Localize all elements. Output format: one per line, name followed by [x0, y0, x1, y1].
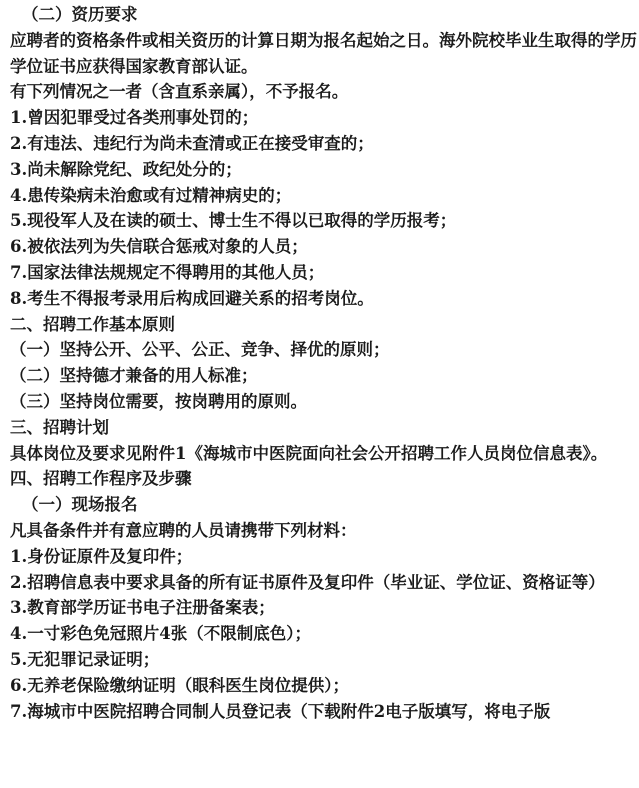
material-item: 7.海城市中医院招聘合同制人员登记表（下载附件2电子版填写，将电子版: [10, 701, 551, 721]
paragraph-qualification-date: 应聘者的资格条件或相关资历的计算日期为报名起始之日。海外院校毕业生取得的学历学位证书应获得国家教育部认证。: [10, 30, 637, 76]
section-heading-plan: 三、招聘计划: [10, 417, 109, 437]
material-item: 5.无犯罪记录证明；: [10, 649, 160, 669]
list-item: 2.有违法、违纪行为尚未查清或正在接受审查的；: [10, 133, 374, 153]
section-heading-principles: 二、招聘工作基本原则: [10, 314, 175, 334]
principle-item: （三）坚持岗位需要，按岗聘用的原则。: [10, 391, 307, 411]
list-item: 5.现役军人及在读的硕士、博士生不得以已取得的学历报考；: [10, 211, 457, 231]
section-heading-qualifications: （二）资历要求: [22, 5, 138, 24]
material-item: 2.招聘信息表中要求具备的所有证书原件及复印件（毕业证、学位证、资格证等）: [10, 572, 605, 592]
paragraph-plan-details: 具体岗位及要求见附件1《海城市中医院面向社会公开招聘工作人员岗位信息表》。: [10, 443, 608, 463]
paragraph-materials-intro: 凡具备条件并有意应聘的人员请携带下列材料：: [10, 520, 357, 540]
document-body: [10, 2, 638, 724]
material-item: 4.一寸彩色免冠照片4张（不限制底色）；: [10, 624, 311, 644]
list-item: 1.曾因犯罪受过各类刑事处罚的；: [10, 108, 259, 128]
list-item: 6.被依法列为失信联合惩戒对象的人员；: [10, 237, 308, 257]
list-item: 4.患传染病未治愈或有过精神病史的；: [10, 185, 292, 205]
list-item: 3.尚未解除党纪、政纪处分的；: [10, 159, 242, 179]
list-item: 8.考生不得报考录用后构成回避关系的招考岗位。: [10, 288, 374, 308]
list-item: 7.国家法律法规规定不得聘用的其他人员；: [10, 262, 325, 282]
material-item: 3.教育部学历证书电子注册备案表；: [10, 598, 275, 618]
section-heading-procedure: 四、招聘工作程序及步骤: [10, 469, 192, 489]
principle-item: （二）坚持德才兼备的用人标准；: [10, 366, 258, 386]
paragraph-exclusions-intro: 有下列情况之一者（含直系亲属），不予报名。: [10, 82, 349, 102]
principle-item: （一）坚持公开、公平、公正、竞争、择优的原则；: [10, 340, 390, 360]
material-item: 1.身份证原件及复印件；: [10, 546, 193, 566]
subsection-heading-registration: （一）现场报名: [22, 495, 138, 515]
material-item: 6.无养老保险缴纳证明（眼科医生岗位提供）；: [10, 675, 349, 695]
